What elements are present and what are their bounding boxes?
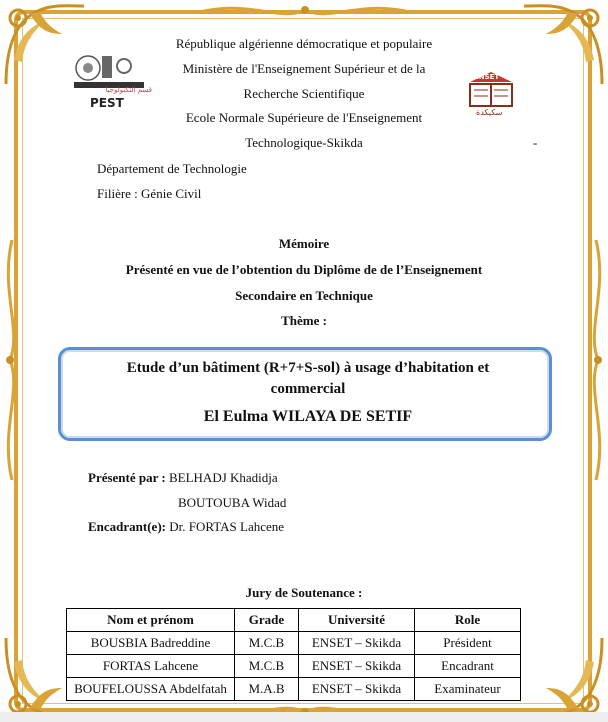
header-research: Recherche Scientifique	[243, 86, 365, 101]
jury-col-university: Université	[299, 609, 415, 632]
supervisor	[88, 519, 284, 535]
header-ministry: Ministère de l'Enseignement Supérieur et de la	[182, 61, 426, 76]
table-row	[67, 632, 521, 655]
theme-label: Thème :	[281, 313, 327, 328]
jury-role: Président	[415, 632, 521, 655]
memoire-purpose-cont: Secondaire en Technique	[235, 288, 373, 303]
pest-logo-subtext: قسم التكنولوجيا	[105, 86, 152, 94]
jury-title: Jury de Soutenance :	[245, 585, 363, 600]
jury-university: ENSET – Skikda	[299, 655, 415, 678]
top-ornament-icon	[190, 0, 420, 22]
jury-role: Examinateur	[415, 678, 521, 701]
viewer-status-bar	[0, 712, 608, 722]
jury-header-row	[67, 609, 521, 632]
theme-title-line1: Etude d’un bâtiment (R+7+S-sol) à usage d’habitation et	[126, 360, 490, 376]
memoire-purpose: Présenté en vue de l’obtention du Diplôme de de l’Enseignement	[125, 262, 483, 277]
presented-by-label: Présenté par :	[88, 470, 166, 485]
enset-logo-subtext: سكيكدة	[476, 108, 503, 117]
jury-col-grade: Grade	[235, 609, 299, 632]
theme-box	[58, 347, 552, 441]
header-school-city: Technologique-Skikda	[245, 135, 363, 150]
jury-university: ENSET – Skikda	[299, 678, 415, 701]
jury-col-name: Nom et prénom	[67, 609, 235, 632]
jury-col-role: Role	[415, 609, 521, 632]
theme-location: El Eulma WILAYA DE SETIF	[203, 408, 413, 425]
jury-name: BOUSBIA Badreddine	[67, 632, 235, 655]
supervisor-name: Dr. FORTAS Lahcene	[169, 519, 285, 534]
jury-grade: M.C.B	[235, 632, 299, 655]
jury-name: BOUFELOUSSA Abdelfatah	[67, 678, 235, 701]
table-row	[67, 655, 521, 678]
table-row	[67, 678, 521, 701]
jury-role: Encadrant	[415, 655, 521, 678]
header-school: Ecole Normale Supérieure de l'Enseignement	[185, 110, 423, 125]
enset-logo-text: ENSET	[474, 73, 500, 81]
pest-logo	[66, 48, 152, 112]
jury-grade: M.C.B	[235, 655, 299, 678]
jury-university: ENSET – Skikda	[299, 632, 415, 655]
student-name-2: BOUTOUBA Widad	[178, 495, 287, 510]
jury-table	[66, 608, 521, 701]
jury-name: FORTAS Lahcene	[67, 655, 235, 678]
filiere: Filière : Génie Civil	[97, 186, 202, 201]
pest-logo-text: PEST	[90, 96, 124, 110]
header-republic: République algérienne démocratique et populaire	[175, 36, 433, 51]
corner-ornament-icon	[518, 632, 608, 722]
jury-grade: M.A.B	[235, 678, 299, 701]
department: Département de Technologie	[97, 161, 247, 176]
theme-title-line2: commercial	[270, 381, 346, 397]
memoire-title: Mémoire	[278, 236, 330, 251]
presented-by	[88, 470, 278, 486]
student-name-1: BELHADJ Khadidja	[168, 470, 278, 485]
supervisor-label: Encadrant(e):	[88, 519, 166, 534]
header-dash: -	[533, 135, 538, 150]
